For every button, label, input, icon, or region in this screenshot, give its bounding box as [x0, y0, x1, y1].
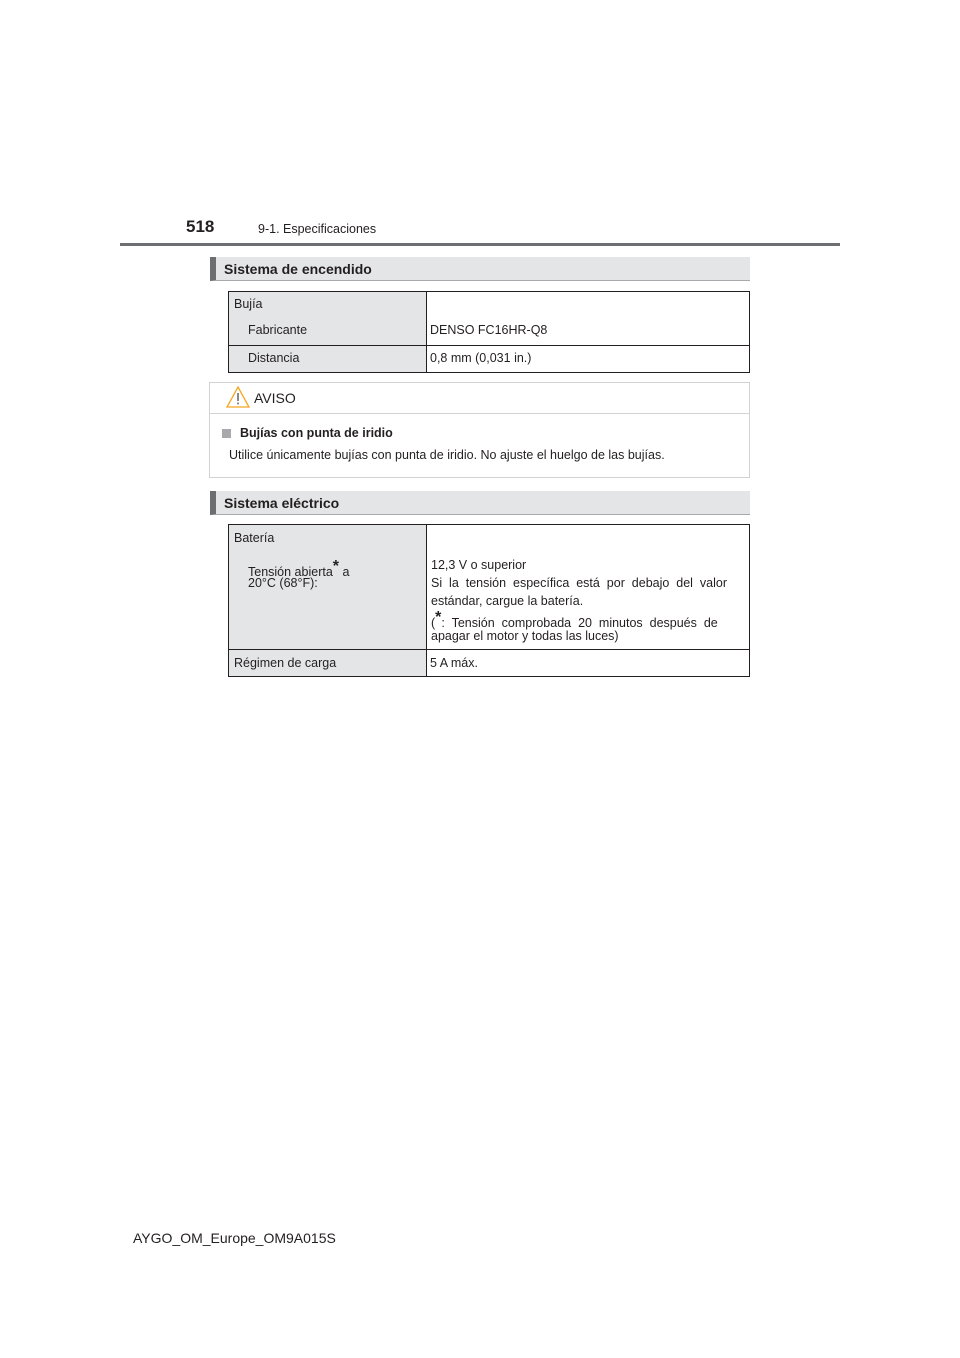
- table-row: [229, 346, 750, 373]
- header-divider: [120, 243, 840, 246]
- warning-triangle-icon: [226, 386, 250, 408]
- warning-box: [209, 382, 750, 478]
- table-cell-label: [229, 292, 427, 346]
- warning-title: AVISO: [254, 390, 296, 406]
- square-bullet-icon: [222, 429, 231, 438]
- table-cell-value: [427, 650, 750, 677]
- electrical-spec-table: [228, 524, 750, 677]
- manufacturer-value: DENSO FC16HR-Q8: [430, 323, 548, 337]
- table-cell-label: [229, 525, 427, 650]
- table-row: [229, 292, 750, 346]
- spark-plug-label: Bujía: [234, 297, 263, 311]
- charge-rate-label: Régimen de carga: [234, 656, 337, 670]
- section-header-electrical: [210, 491, 750, 515]
- gap-label: Distancia: [248, 351, 300, 365]
- voltage-note: estándar, cargue la batería.: [431, 594, 584, 608]
- voltage-footnote: (*: Tensión comprobada 20 minutos después de: [431, 609, 718, 631]
- asterisk-mark: *: [435, 609, 442, 626]
- gap-value: 0,8 mm (0,031 in.): [430, 351, 532, 365]
- table-cell-value: [427, 292, 750, 346]
- warning-header: [210, 383, 749, 414]
- table-row: [229, 525, 750, 650]
- battery-label: Batería: [234, 531, 275, 545]
- voltage-value: 12,3 V o superior: [431, 558, 527, 572]
- voltage-label: Tensión abierta* a: [248, 558, 350, 580]
- voltage-note: Si la tensión específica está por debajo del valor: [431, 576, 728, 590]
- chapter-title: 9-1. Especificaciones: [258, 222, 377, 236]
- document-id: AYGO_OM_Europe_OM9A015S: [133, 1230, 336, 1246]
- section-header-ignition: [210, 257, 750, 281]
- section-title: Sistema de encendido: [224, 261, 372, 277]
- warning-text: Utilice únicamente bujías con punta de iridio. No ajuste el huelgo de las bujías.: [229, 448, 665, 462]
- warning-subtitle: Bujías con punta de iridio: [240, 426, 393, 440]
- table-cell-label: [229, 346, 427, 373]
- ignition-spec-table: [228, 291, 750, 373]
- table-cell-label: [229, 650, 427, 677]
- charge-rate-value: 5 A máx.: [430, 656, 478, 670]
- asterisk-mark: *: [332, 558, 340, 575]
- page-number: 518: [186, 217, 215, 236]
- table-cell-value: [427, 525, 750, 650]
- voltage-footnote: apagar el motor y todas las luces): [431, 629, 619, 643]
- section-title: Sistema eléctrico: [224, 495, 340, 511]
- table-row: [229, 650, 750, 677]
- table-cell-value: [427, 346, 750, 373]
- voltage-label-temp: 20°C (68°F):: [248, 576, 318, 590]
- manufacturer-label: Fabricante: [248, 323, 308, 337]
